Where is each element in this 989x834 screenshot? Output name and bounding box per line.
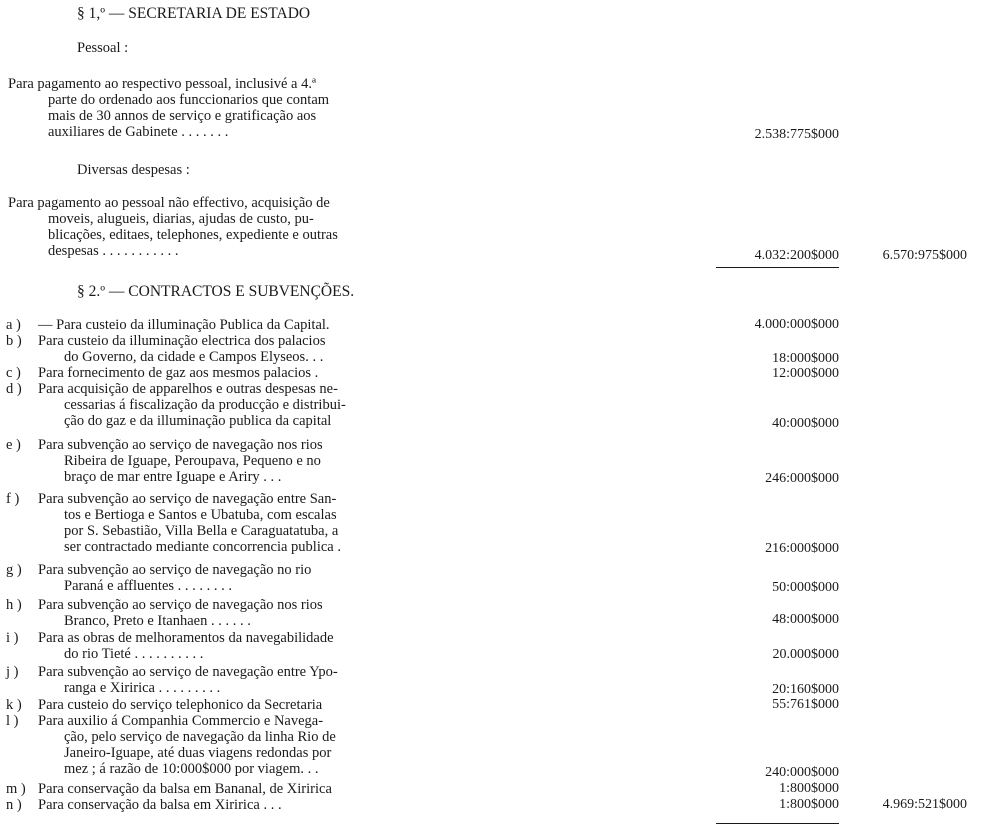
subtotal-rule-1 <box>716 267 839 268</box>
item-amount: 40:000$000 <box>772 416 839 431</box>
diversas-line-3: blicações, editaes, telephones, expediente e outras <box>48 227 338 243</box>
item-letter: i ) <box>6 630 19 646</box>
item-line: Para subvenção ao serviço de navegação no rio <box>38 562 312 578</box>
item-letter: g ) <box>6 562 22 578</box>
item-amount: 240:000$000 <box>765 765 839 780</box>
item-line: ção, pelo serviço de navegação da linha Rio de <box>64 729 336 745</box>
item-amount: 1:800$000 <box>779 781 839 796</box>
pessoal-line-3: mais de 30 annos de serviço e gratificação aos <box>48 108 317 124</box>
item-line: Para acquisição de apparelhos e outras despesas ne- <box>38 381 338 397</box>
item-amount: 246:000$000 <box>765 471 839 486</box>
item-line: Para auxilio á Companhia Commercio e Navega- <box>38 713 324 729</box>
item-line: Para subvenção ao serviço de navegação entre Ypo- <box>38 664 338 680</box>
diversas-line-2: moveis, alugueis, diarias, ajudas de custo, pu- <box>48 211 314 227</box>
item-line: Para conservação da balsa em Bananal, de Xiririca <box>38 781 332 797</box>
item-line: Paraná e affluentes . . . . . . . . <box>64 578 233 594</box>
pessoal-line-4: auxiliares de Gabinete . . . . . . . <box>48 124 229 140</box>
item-amount: 216:000$000 <box>765 541 839 556</box>
item-amount: 20:160$000 <box>772 682 839 697</box>
item-line: do rio Tieté . . . . . . . . . . <box>64 646 204 662</box>
item-letter: d ) <box>6 381 22 397</box>
item-line: cessarias á fiscalização da producção e distribui- <box>64 397 346 413</box>
item-letter: k ) <box>6 697 22 713</box>
item-amount: 1:800$000 <box>779 797 839 812</box>
item-amount: 12:000$000 <box>772 366 839 381</box>
item-line: ranga e Xiririca . . . . . . . . . <box>64 680 221 696</box>
item-letter: l ) <box>6 713 19 729</box>
item-line: Para custeio do serviço telephonico da Secretaria <box>38 697 323 713</box>
item-line: mez ; á razão de 10:000$000 por viagem. . . <box>64 761 319 777</box>
diversas-label: Diversas despesas : <box>77 162 190 178</box>
item-letter: m ) <box>6 781 26 797</box>
section-1-heading: § 1,º — SECRETARIA DE ESTADO <box>77 5 311 22</box>
item-letter: n ) <box>6 797 22 813</box>
diversas-amount: 4.032:200$000 <box>754 248 839 263</box>
item-amount: 18:000$000 <box>772 351 839 366</box>
pessoal-amount: 2.538:775$000 <box>754 127 839 142</box>
item-line: Janeiro-Iguape, até duas viagens redondas por <box>64 745 332 761</box>
diversas-line-1: Para pagamento ao pessoal não effectivo, acquisição de <box>8 195 330 211</box>
item-line: Ribeira de Iguape, Peroupava, Pequeno e no <box>64 453 321 469</box>
item-line: Para fornecimento de gaz aos mesmos palacios . <box>38 365 319 381</box>
item-line: Para subvenção ao serviço de navegação entre San- <box>38 491 337 507</box>
section-2-total: 4.969:521$000 <box>882 797 967 812</box>
item-amount: 48:000$000 <box>772 612 839 627</box>
item-line: Para subvenção ao serviço de navegação nos rios <box>38 597 323 613</box>
item-amount: 50:000$000 <box>772 580 839 595</box>
item-amount: 20.000$000 <box>772 647 839 662</box>
item-letter: c ) <box>6 365 21 381</box>
item-line: Para as obras de melhoramentos da navegabilidade <box>38 630 334 646</box>
section-2-heading: § 2.º — CONTRACTOS E SUBVENÇÕES. <box>77 283 355 300</box>
item-line: tos e Bertioga e Santos e Ubatuba, com escalas <box>64 507 337 523</box>
item-line: Para custeio da illuminação electrica dos palacios <box>38 333 326 349</box>
subtotal-rule-2 <box>716 823 839 824</box>
item-letter: a ) <box>6 317 21 333</box>
item-amount: 4.000:000$000 <box>754 317 839 332</box>
item-letter: h ) <box>6 597 22 613</box>
item-line: Para conservação da balsa em Xiririca . . . <box>38 797 282 813</box>
item-line: Para subvenção ao serviço de navegação nos rios <box>38 437 323 453</box>
item-letter: j ) <box>6 664 19 680</box>
item-letter: e ) <box>6 437 21 453</box>
item-letter: b ) <box>6 333 22 349</box>
diversas-line-4: despesas . . . . . . . . . . . <box>48 243 179 259</box>
item-line: ser contractado mediante concorrencia publica . <box>64 539 341 555</box>
item-amount: 55:761$000 <box>772 697 839 712</box>
pessoal-line-1: Para pagamento ao respectivo pessoal, inclusivé a 4.ª <box>8 76 316 92</box>
pessoal-label: Pessoal : <box>77 40 129 56</box>
item-line: por S. Sebastião, Villa Bella e Caraguatatuba, a <box>64 523 339 539</box>
item-letter: f ) <box>6 491 20 507</box>
item-line: braço de mar entre Iguape e Ariry . . . <box>64 469 282 485</box>
pessoal-line-2: parte do ordenado aos funccionarios que contam <box>48 92 330 108</box>
item-line: ção do gaz e da illuminação publica da capital <box>64 413 332 429</box>
item-line: Branco, Preto e Itanhaen . . . . . . <box>64 613 251 629</box>
item-line: — Para custeio da illuminação Publica da Capital. <box>38 317 330 333</box>
item-line: do Governo, da cidade e Campos Elyseos. . . <box>64 349 324 365</box>
section-1-total: 6.570:975$000 <box>882 248 967 263</box>
